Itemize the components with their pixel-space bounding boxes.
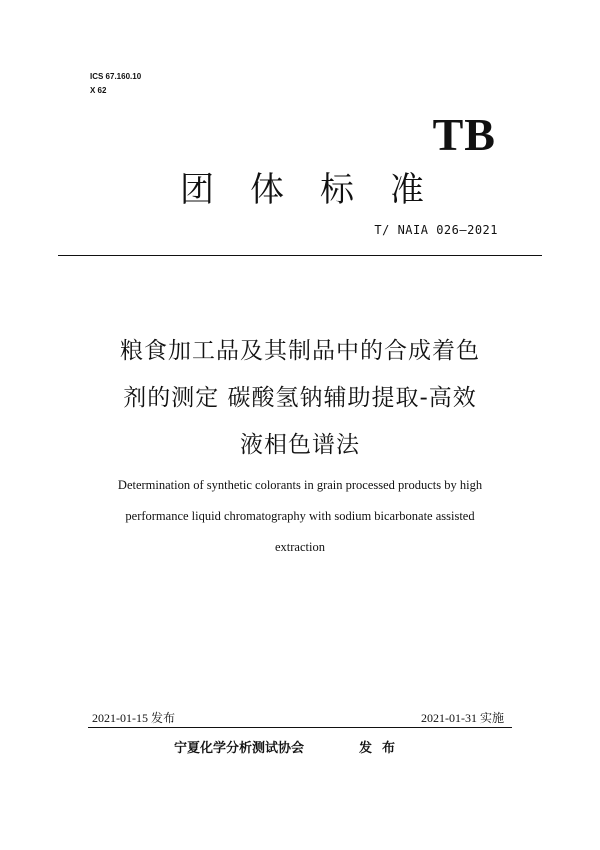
implement-date: 2021-01-31 实施 xyxy=(421,711,504,725)
standard-type-heading xyxy=(0,168,600,212)
chinese-title xyxy=(60,328,540,469)
english-title-line: Determination of synthetic colorants in grain processed products by high xyxy=(117,478,483,492)
issue-label: 发布 xyxy=(359,741,406,756)
classification-code: X 62 xyxy=(90,86,107,95)
header-divider xyxy=(58,255,542,256)
standard-type-char: 团 xyxy=(180,170,214,210)
chinese-title-line: 粮食加工品及其制品中的合成着色 xyxy=(120,338,480,364)
publish-date: 2021-01-15 发布 xyxy=(92,711,175,725)
chinese-title-line: 液相色谱法 xyxy=(240,432,360,458)
standard-mark: TB xyxy=(432,109,496,160)
english-title xyxy=(80,470,520,563)
issuing-organization: 宁夏化学分析测试协会 xyxy=(174,741,305,756)
chinese-title-line: 剂的测定 碳酸氢钠辅助提取-高效 xyxy=(123,385,477,411)
english-title-line: extraction xyxy=(275,540,325,554)
standard-type-char: 体 xyxy=(250,170,284,210)
english-title-line: performance liquid chromatography with sodium bicarbonate assisted xyxy=(125,509,475,523)
standard-type-char: 准 xyxy=(390,170,424,210)
ics-code: ICS 67.160.10 xyxy=(90,72,142,81)
standard-type-char: 标 xyxy=(320,170,354,210)
standard-number: T/ NAIA 026—2021 xyxy=(374,223,498,237)
footer-divider xyxy=(88,727,512,728)
